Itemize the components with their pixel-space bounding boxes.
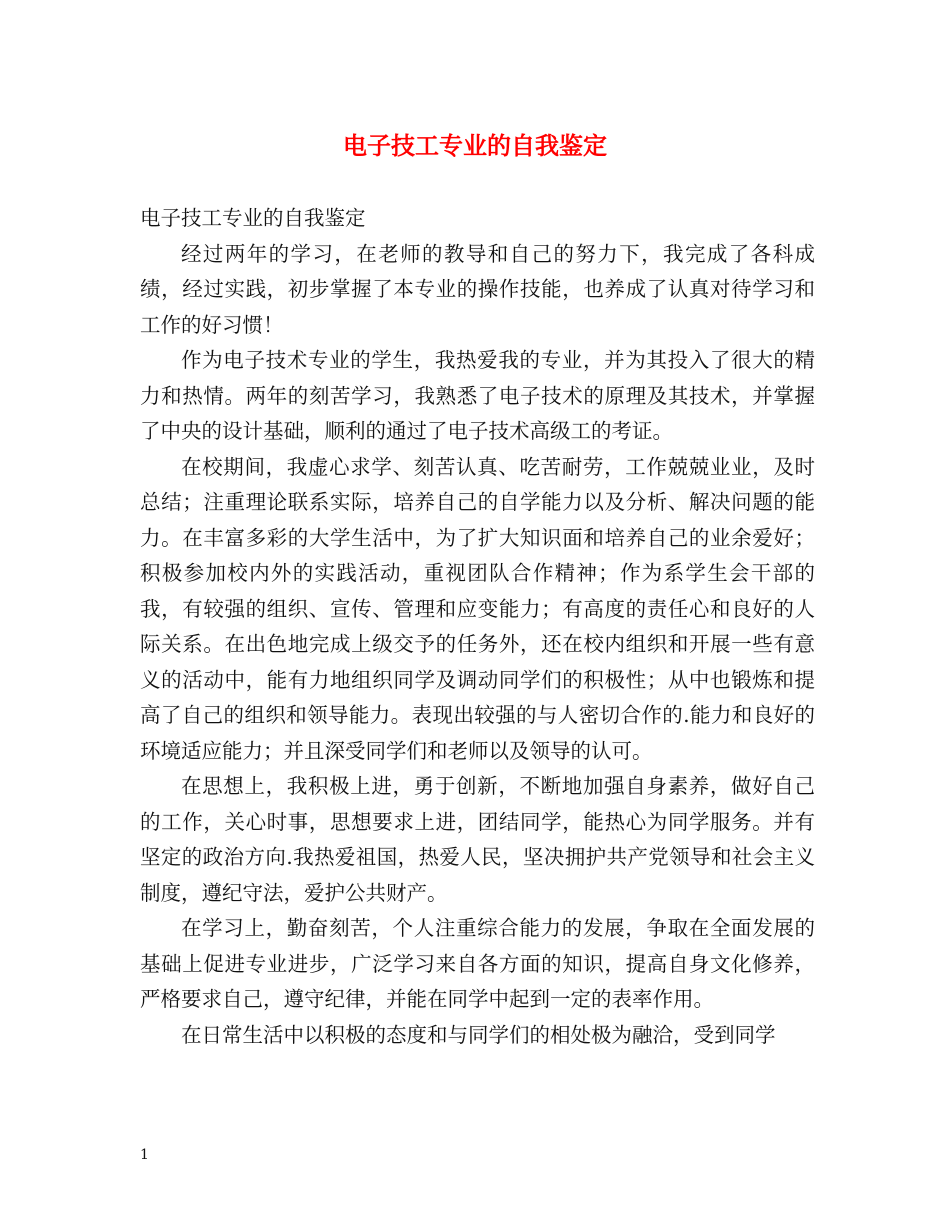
paragraph: 在日常生活中以积极的态度和与同学们的相处极为融洽，受到同学	[181, 1022, 776, 1047]
page-title: 电子技工专业的自我鉴定	[343, 131, 607, 160]
paragraph: 在学习上，勤奋刻苦，个人注重综合能力的发展，争取在全面发展的基础上促进专业进步，广泛学习来自各方面的知识，提高自身文化修养，严格要求自己，遵守纪律，并能在同学中起到一定的表率作用。	[140, 916, 815, 1011]
paragraph: 在校期间，我虚心求学、刻苦认真、吃苦耐劳，工作兢兢业业，及时总结；注重理论联系实际，培养自己的自学能力以及分析、解决问题的能力。在丰富多彩的大学生活中，为了扩大知识面和培养自己的业余爱好；积极参加校内外的实践活动，重视团队合作精神；作为系学生会干部的我，有较强的组织、宣传、管理和应变能力；有高度的责任心和良好的人际关系。在出色地完成上级交予的任务外，还在校内组织和开展一些有意义的活动中，能有力地组织同学及调动同学们的积极性；从中也锻炼和提高了自己的组织和领导能力。表现出较强的与人密切合作的.能力和良好的环境适应能力；并且深受同学们和老师以及领导的认可。	[140, 454, 815, 763]
document-subtitle: 电子技工专业的自我鉴定	[140, 206, 366, 230]
paragraph: 作为电子技术专业的学生，我热爱我的专业，并为其投入了很大的精力和热情。两年的刻苦学习，我熟悉了电子技术的原理及其技术，并掌握了中央的设计基础，顺利的通过了电子技术高级工的考证。	[140, 348, 815, 443]
document-body	[140, 201, 815, 1053]
paragraph: 经过两年的学习，在老师的教导和自己的努力下，我完成了各科成绩，经过实践，初步掌握了本专业的操作技能，也养成了认真对待学习和工作的好习惯！	[140, 241, 815, 337]
page-number: 1	[140, 1147, 149, 1163]
paragraph: 在思想上，我积极上进，勇于创新，不断地加强自身素养，做好自己的工作，关心时事，思想要求上进，团结同学，能热心为同学服务。并有坚定的政治方向.我热爱祖国，热爱人民，坚决拥护共产党领导和社会主义制度，遵纪守法，爱护公共财产。	[140, 774, 815, 905]
